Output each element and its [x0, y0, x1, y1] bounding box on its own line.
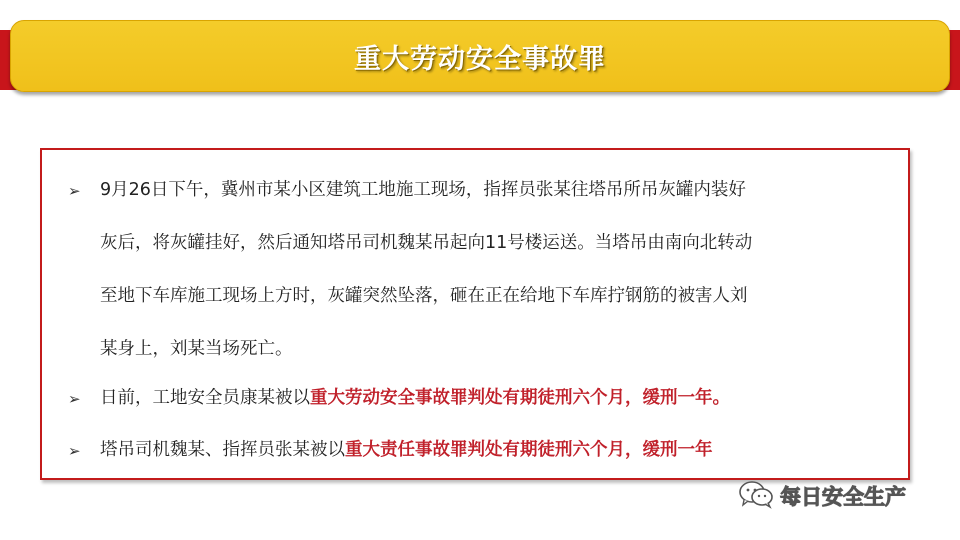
- bullet-3-text: [100, 424, 892, 477]
- watermark: [738, 478, 906, 514]
- bullet-1-text: [100, 164, 892, 376]
- slide-title: 重大劳动安全事故罪: [354, 43, 606, 75]
- bullet-2-text: [100, 372, 892, 425]
- watermark-text: 每日安全生产: [780, 485, 906, 509]
- bullet-2-normal-text: 日前，工地安全员康某被以: [100, 388, 310, 408]
- bullet-3-normal-text: 塔吊司机魏某、指挥员张某被以: [100, 440, 345, 460]
- bullet-1-line-3: 至地下车库施工现场上方时，灰罐突然坠落，砸在正在给地下车库拧钢筋的被害人刘: [100, 286, 748, 306]
- arrow-bullet-icon: ➢: [68, 182, 81, 200]
- bullet-1-line-1: 9月26日下午，冀州市某小区建筑工地施工现场，指挥员张某往塔吊所吊灰罐内装好: [100, 180, 746, 200]
- bullet-3-highlight-text: 重大责任事故罪判处有期徒刑六个月，缓刑一年: [345, 440, 713, 460]
- bullet-2-highlight-text: 重大劳动安全事故罪判处有期徒刑六个月，缓刑一年。: [310, 388, 730, 408]
- arrow-bullet-icon: ➢: [68, 442, 81, 460]
- content-box: [40, 148, 910, 480]
- bullet-1-line-4: 某身上，刘某当场死亡。: [100, 339, 293, 359]
- title-bar: [10, 20, 950, 92]
- wechat-icon: [738, 479, 774, 513]
- bullet-1-line-2: 灰后，将灰罐挂好，然后通知塔吊司机魏某吊起向11号楼运送。当塔吊由南向北转动: [100, 233, 753, 253]
- arrow-bullet-icon: ➢: [68, 390, 81, 408]
